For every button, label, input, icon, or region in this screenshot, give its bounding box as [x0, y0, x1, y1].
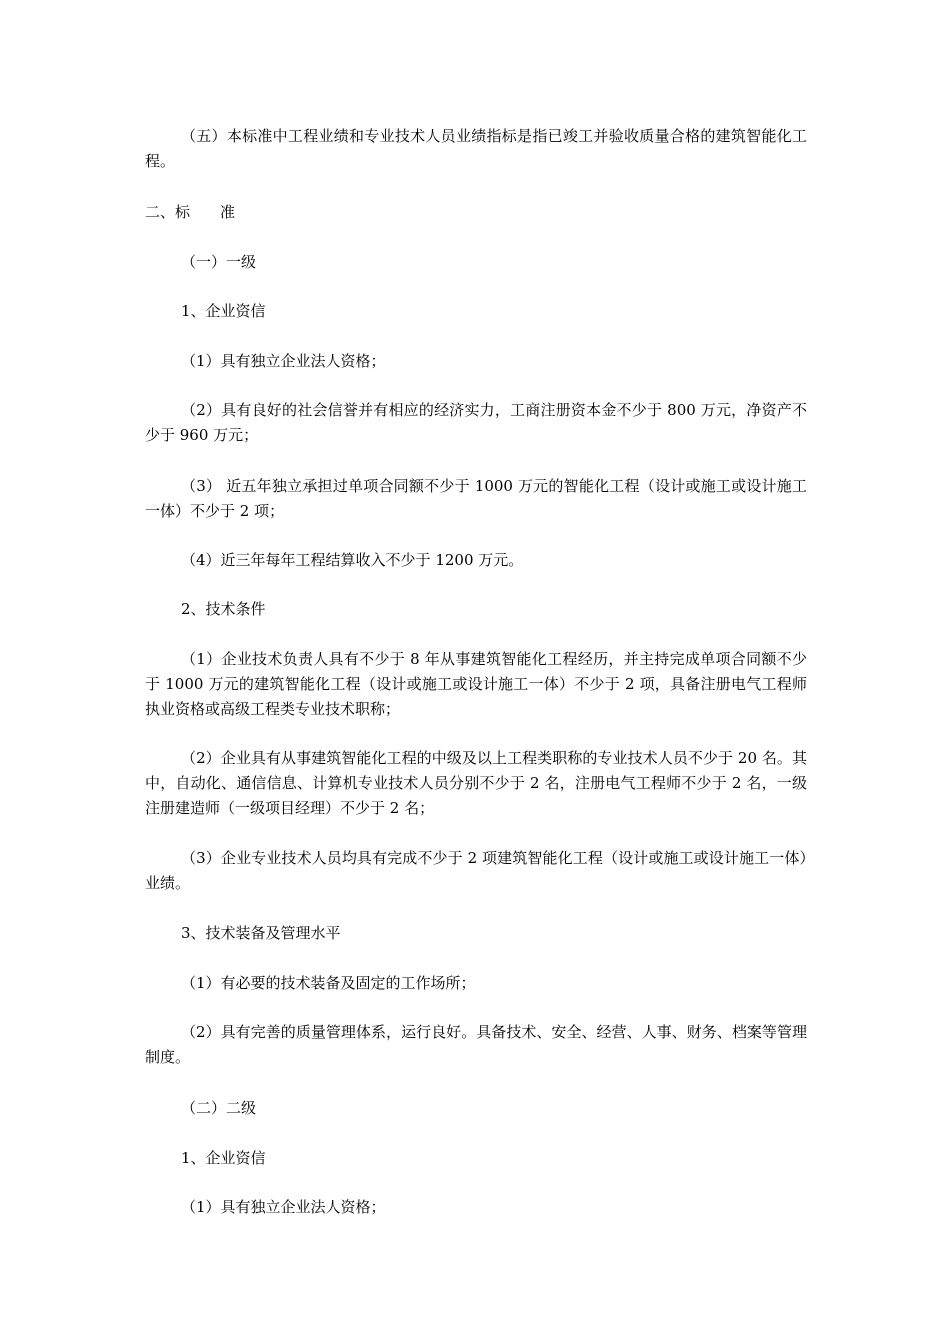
clause-capital: （2）具有良好的社会信誉并有相应的经济实力，工商注册资本金不少于 800 万元，净资产不少于 960 万元； [145, 401, 807, 444]
subheading-equipment-management: 3、技术装备及管理水平 [181, 924, 341, 942]
clause-legal-person-two: （1）具有独立企业法人资格； [181, 1198, 386, 1216]
clause-technical-director: （1）企业技术负责人具有不少于 8 年从事建筑智能化工程经历，并主持完成单项合同额不少于 1000 万元的建筑智能化工程（设计或施工或设计施工一体）不少于 2 项，具备注册电气工程师执业资格或高级工程类专业技术职称； [145, 650, 807, 718]
section-heading-standards: 二、标 准 [145, 203, 236, 221]
level-heading-grade-one: （一）一级 [181, 253, 257, 271]
subheading-technical-conditions: 2、技术条件 [181, 600, 266, 618]
subheading-enterprise-credit: 1、企业资信 [181, 302, 266, 320]
paragraph-note-five: （五）本标准中工程业绩和专业技术人员业绩指标是指已竣工并验收质量合格的建筑智能化工程。 [145, 127, 807, 170]
clause-technical-staff: （2）企业具有从事建筑智能化工程的中级及以上工程类职称的专业技术人员不少于 20 名。其中，自动化、通信信息、计算机专业技术人员分别不少于 2 名，注册电气工程师不少于 2 名，一级注册建造师（一级项目经理）不少于 2 名； [145, 749, 807, 817]
clause-quality-management: （2）具有完善的质量管理体系，运行良好。具备技术、安全、经营、人事、财务、档案等管理制度。 [145, 1023, 807, 1066]
clause-equipment: （1）有必要的技术装备及固定的工作场所； [181, 974, 476, 992]
subheading-enterprise-credit-two: 1、企业资信 [181, 1149, 266, 1167]
level-heading-grade-two: （二）二级 [181, 1099, 257, 1117]
clause-legal-person: （1）具有独立企业法人资格； [181, 352, 386, 370]
clause-annual-income: （4）近三年每年工程结算收入不少于 1200 万元。 [181, 551, 524, 569]
clause-staff-performance: （3）企业专业技术人员均具有完成不少于 2 项建筑智能化工程（设计或施工或设计施工一体）业绩。 [145, 849, 807, 892]
clause-contract-record: （3） 近五年独立承担过单项合同额不少于 1000 万元的智能化工程（设计或施工或设计施工一体）不少于 2 项； [145, 477, 807, 520]
